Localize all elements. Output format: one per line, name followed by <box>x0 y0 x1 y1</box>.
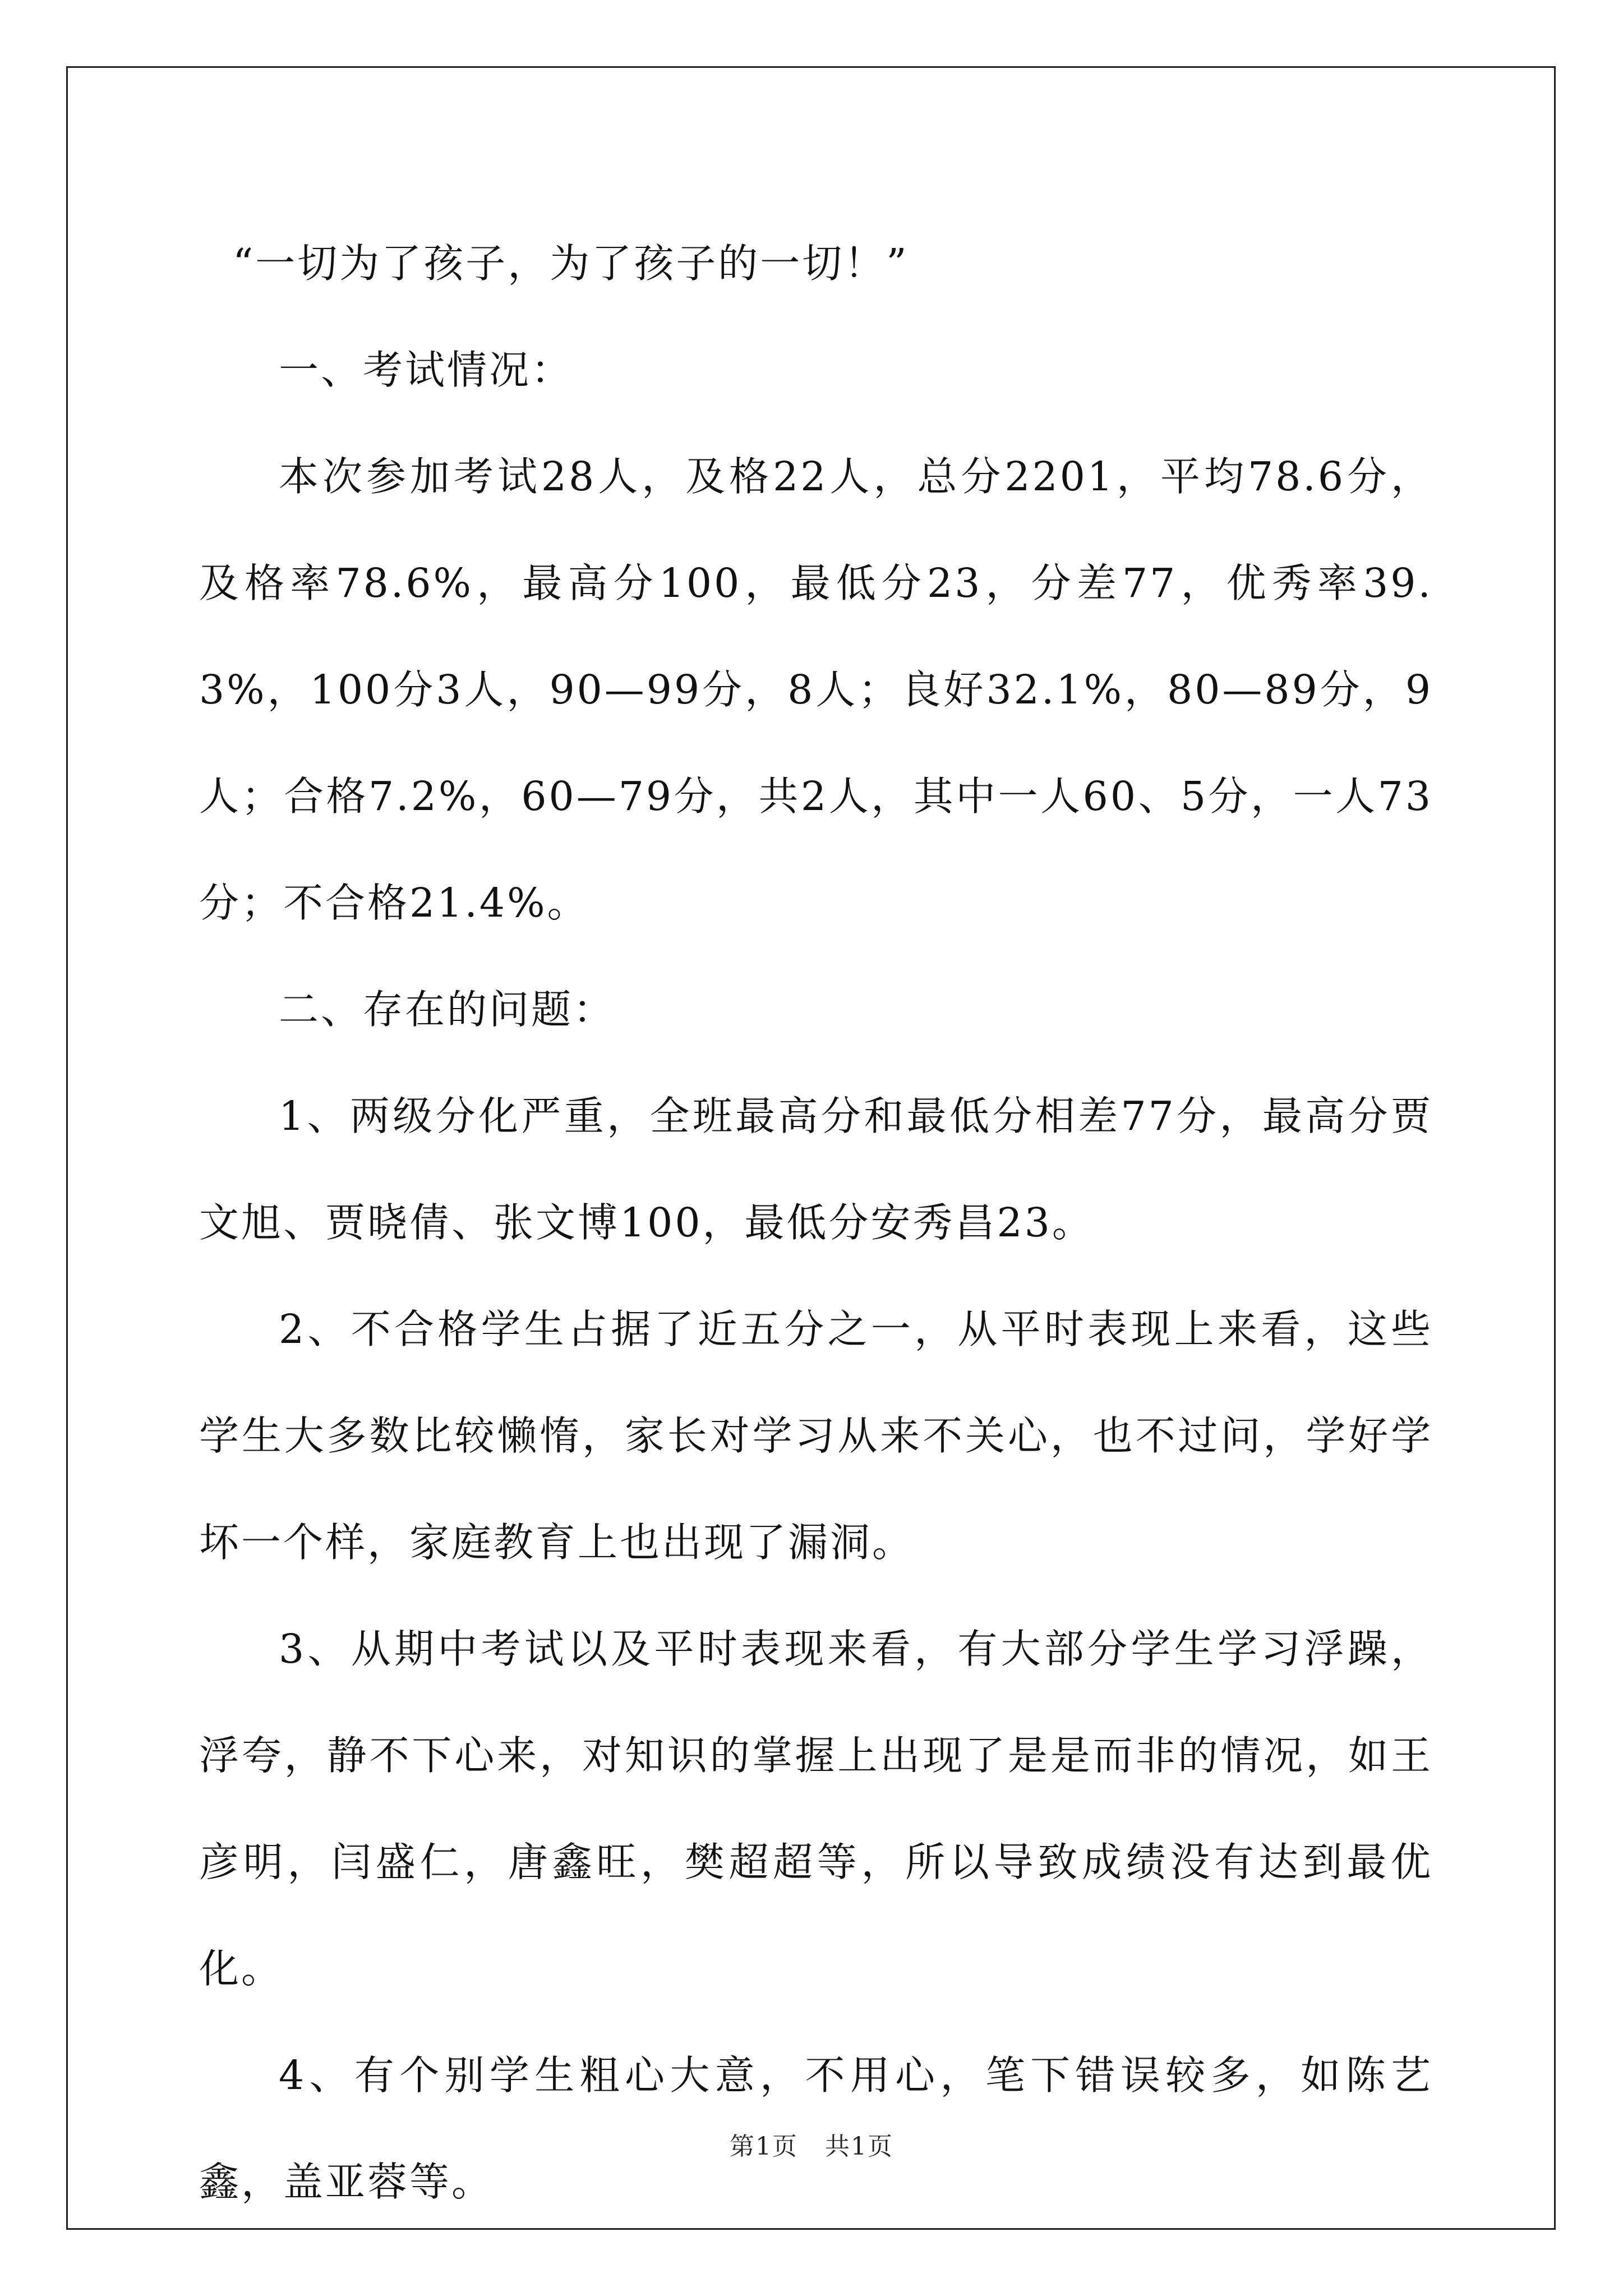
page-number-total: 共1页 <box>825 2132 893 2161</box>
problem-item-2: 2、不合格学生占据了近五分之一，从平时表现上来看，这些学生大多数比较懒惰，家长对学习从来不关心，也不过问，学好学坏一个样，家庭教育上也出现了漏洞。 <box>199 1306 1433 1566</box>
section-heading-exam: 一、考试情况： <box>279 347 574 393</box>
page-footer <box>0 2126 1623 2162</box>
problem-item-3: 3、从期中考试以及平时表现来看，有大部分学生学习浮躁，浮夸，静不下心来，对知识的掌握上出现了是是而非的情况，如王彦明，闫盛仁，唐鑫旺，樊超超等，所以导致成绩没有达到最优化。 <box>199 1626 1433 1992</box>
problem-item-4: 4、有个别学生粗心大意，不用心，笔下错误较多，如陈艺鑫，盖亚蓉等。 <box>199 2052 1433 2205</box>
exam-stats-paragraph: 本次参加考试28人，及格22人，总分2201，平均78.6分，及格率78.6%，最高分100，最低分23，分差77，优秀率39.3%，100分3人，90—99分，8人；良好32.1%，80—89分，9人；合格7.2%，60—79分，共2人，其中一人60、5分，一人73分；不合格21.4%。 <box>199 453 1433 926</box>
document-body <box>199 210 1433 2235</box>
problem-item-1: 1、两级分化严重，全班最高分和最低分相差77分，最高分贾文旭、贾晓倩、张文博100，最低分安秀昌23。 <box>199 1093 1433 1246</box>
slogan-paragraph: “一切为了孩子，为了孩子的一切！” <box>233 240 909 287</box>
page-number-current: 第1页 <box>730 2132 798 2161</box>
section-heading-problems: 二、存在的问题： <box>279 986 616 1033</box>
